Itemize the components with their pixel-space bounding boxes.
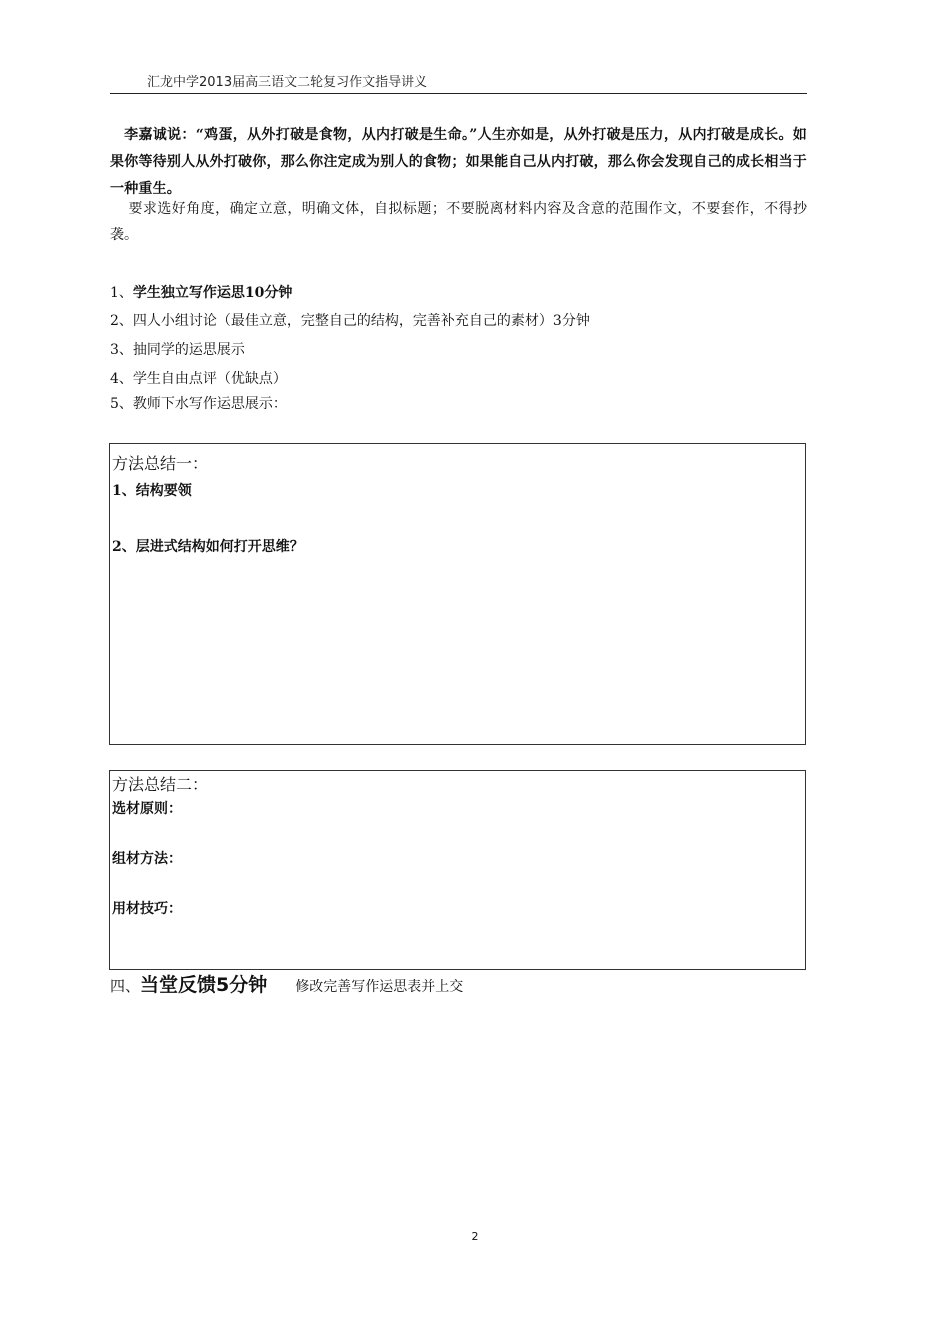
- step-text: 四人小组讨论（最佳立意，完整自己的结构，完善补充自己的素材）3分钟: [132, 313, 590, 329]
- feedback-prefix: 四、: [110, 977, 141, 995]
- summary2-item-usage: 用材技巧：: [112, 901, 182, 917]
- step-text: 抽同学的运思展示: [132, 342, 245, 358]
- summary1-title: 方法总结一：: [112, 454, 209, 473]
- step-5: [110, 394, 287, 414]
- header-title: 汇龙中学2013届高三语文二轮复习作文指导讲义: [147, 75, 428, 90]
- step-number: 2、: [110, 313, 133, 329]
- summary2-title: 方法总结二：: [112, 775, 209, 794]
- step-text: 教师下水写作运思展示：: [132, 396, 287, 412]
- step-number: 3、: [110, 342, 133, 358]
- step-number: 5、: [110, 396, 133, 412]
- step-3: [110, 340, 245, 360]
- page-header: [110, 74, 807, 94]
- feedback-note: 修改完善写作运思表并上交: [295, 979, 464, 995]
- step-text: 学生独立写作运思10分钟: [132, 285, 293, 301]
- step-2: [110, 311, 590, 331]
- page-number: 2: [471, 1230, 479, 1243]
- step-number: 1、: [110, 285, 133, 301]
- step-number: 4、: [110, 371, 133, 387]
- feedback-line: [110, 970, 463, 997]
- material-quote: [110, 122, 807, 203]
- method-summary-box-2: [109, 770, 806, 970]
- feedback-title: 当堂反馈5分钟: [140, 974, 268, 996]
- step-text: 学生自由点评（优缺点）: [132, 371, 287, 387]
- summary2-item-organization: 组材方法：: [112, 851, 182, 867]
- summary1-item-structure: 1、结构要领: [112, 483, 192, 499]
- writing-requirement: [110, 196, 807, 248]
- method-summary-box-1: [109, 443, 806, 745]
- requirement-text: 要求选好角度，确定立意，明确文体，自拟标题；不要脱离材料内容及含意的范围作文，不要套作，不得抄袭。: [110, 201, 807, 243]
- step-1: [110, 283, 292, 303]
- summary2-item-selection: 选材原则：: [112, 801, 182, 817]
- step-4: [110, 369, 287, 389]
- summary1-item-thinking: 2、层进式结构如何打开思维？: [112, 539, 304, 555]
- quote-text: 李嘉诚说：“鸡蛋，从外打破是食物，从内打破是生命。”人生亦如是，从外打破是压力，从内打破是成长。如果你等待别人从外打破你，那么你注定成为别人的食物；如果能自己从内打破，那么你会发现自己的成长相当于一种重生。: [110, 127, 807, 197]
